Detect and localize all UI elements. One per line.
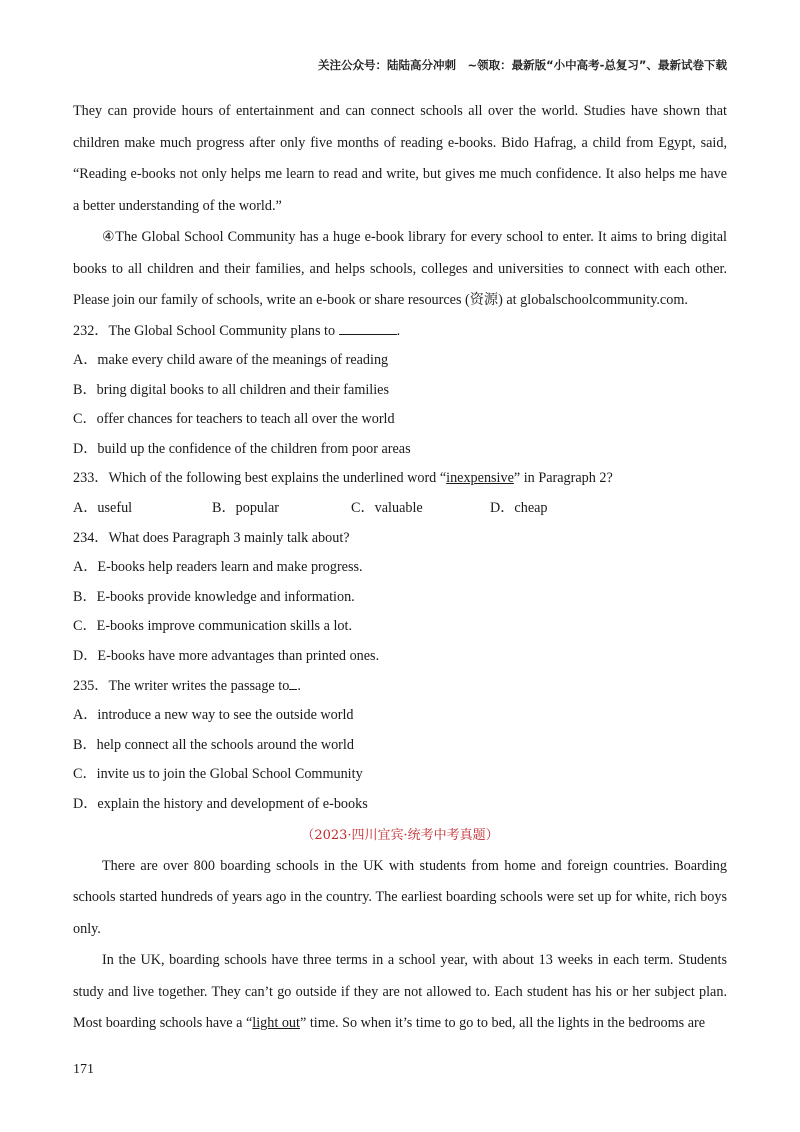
option-a: A．introduce a new way to see the outside world xyxy=(73,707,354,724)
passage-b-paragraph-2: In the UK, boarding schools have three terms in a school year, with about 13 weeks in each term. Students study and live together. They can’t go outside if they are not allowed to. Each student has his or her subject plan. Most boarding schools have a “light out” time. So when it’s time to go to bed, all the lights in the bedrooms are xyxy=(73,952,727,1032)
option-d: D．cheap xyxy=(490,500,548,517)
options-row xyxy=(73,494,727,524)
option-c: C．offer chances for teachers to teach all over the world xyxy=(73,411,395,428)
underlined-phrase: light out xyxy=(252,1015,300,1032)
question-234 xyxy=(73,524,727,672)
page-number: 171 xyxy=(73,1062,94,1077)
question-235 xyxy=(73,672,727,820)
question-stem: 235．The writer writes the passage to . xyxy=(73,677,301,694)
document-body xyxy=(73,96,727,1040)
page-header: 关注公众号：陆陆高分冲刺 ~领取：最新版“小中高考-总复习”、最新试卷下载 xyxy=(317,58,727,72)
passage-a-paragraph-continued: They can provide hours of entertainment and can connect schools all over the world. Studies have shown that children make much progress after only five months of reading e-books. Bido Hafrag, a child from Egypt, said, “Reading e-books not only helps me learn to read and write, but gives me much confidence. It also helps me have a better understanding of the world.” xyxy=(73,103,727,214)
underlined-word: inexpensive xyxy=(446,470,514,487)
option-c: C．valuable xyxy=(351,500,423,517)
question-stem: 233．Which of the following best explains the underlined word “inexpensive” in Paragraph 2? xyxy=(73,470,613,487)
option-d: D．E-books have more advantages than printed ones. xyxy=(73,648,380,665)
question-233 xyxy=(73,464,727,523)
question-stem: 232．The Global School Community plans to . xyxy=(73,322,401,339)
option-b: B．popular xyxy=(212,500,279,517)
source-label: （2023·四川宜宾·统考中考真题） xyxy=(301,827,499,843)
option-b: B．E-books provide knowledge and information. xyxy=(73,588,355,605)
option-a: A．make every child aware of the meanings of reading xyxy=(73,352,389,369)
question-232 xyxy=(73,317,727,465)
option-a: A．E-books help readers learn and make progress. xyxy=(73,559,363,576)
option-c: C．invite us to join the Global School Community xyxy=(73,766,363,783)
passage-a-paragraph-4: ④The Global School Community has a huge e-book library for every school to enter. It aims to bring digital books to all children and their families, and helps schools, colleges and universities to connect with each other. Please join our family of schools, write an e-book or share resources (资源) at globalschoolcommunity.com. xyxy=(73,229,727,308)
option-a: A．useful xyxy=(73,500,133,517)
option-c: C．E-books improve communication skills a lot. xyxy=(73,618,352,635)
answer-blank xyxy=(339,322,397,335)
option-b: B．bring digital books to all children and their families xyxy=(73,381,390,398)
option-d: D．build up the confidence of the children from poor areas xyxy=(73,440,411,457)
option-b: B．help connect all the schools around the world xyxy=(73,736,354,753)
passage-b-paragraph-1: There are over 800 boarding schools in the UK with students from home and foreign countries. Boarding schools started hundreds of years ago in the country. The earliest boarding schools were set up for white, rich boys only. xyxy=(73,857,727,937)
option-d: D．explain the history and development of e-books xyxy=(73,796,368,812)
question-stem: 234．What does Paragraph 3 mainly talk about? xyxy=(73,529,350,546)
